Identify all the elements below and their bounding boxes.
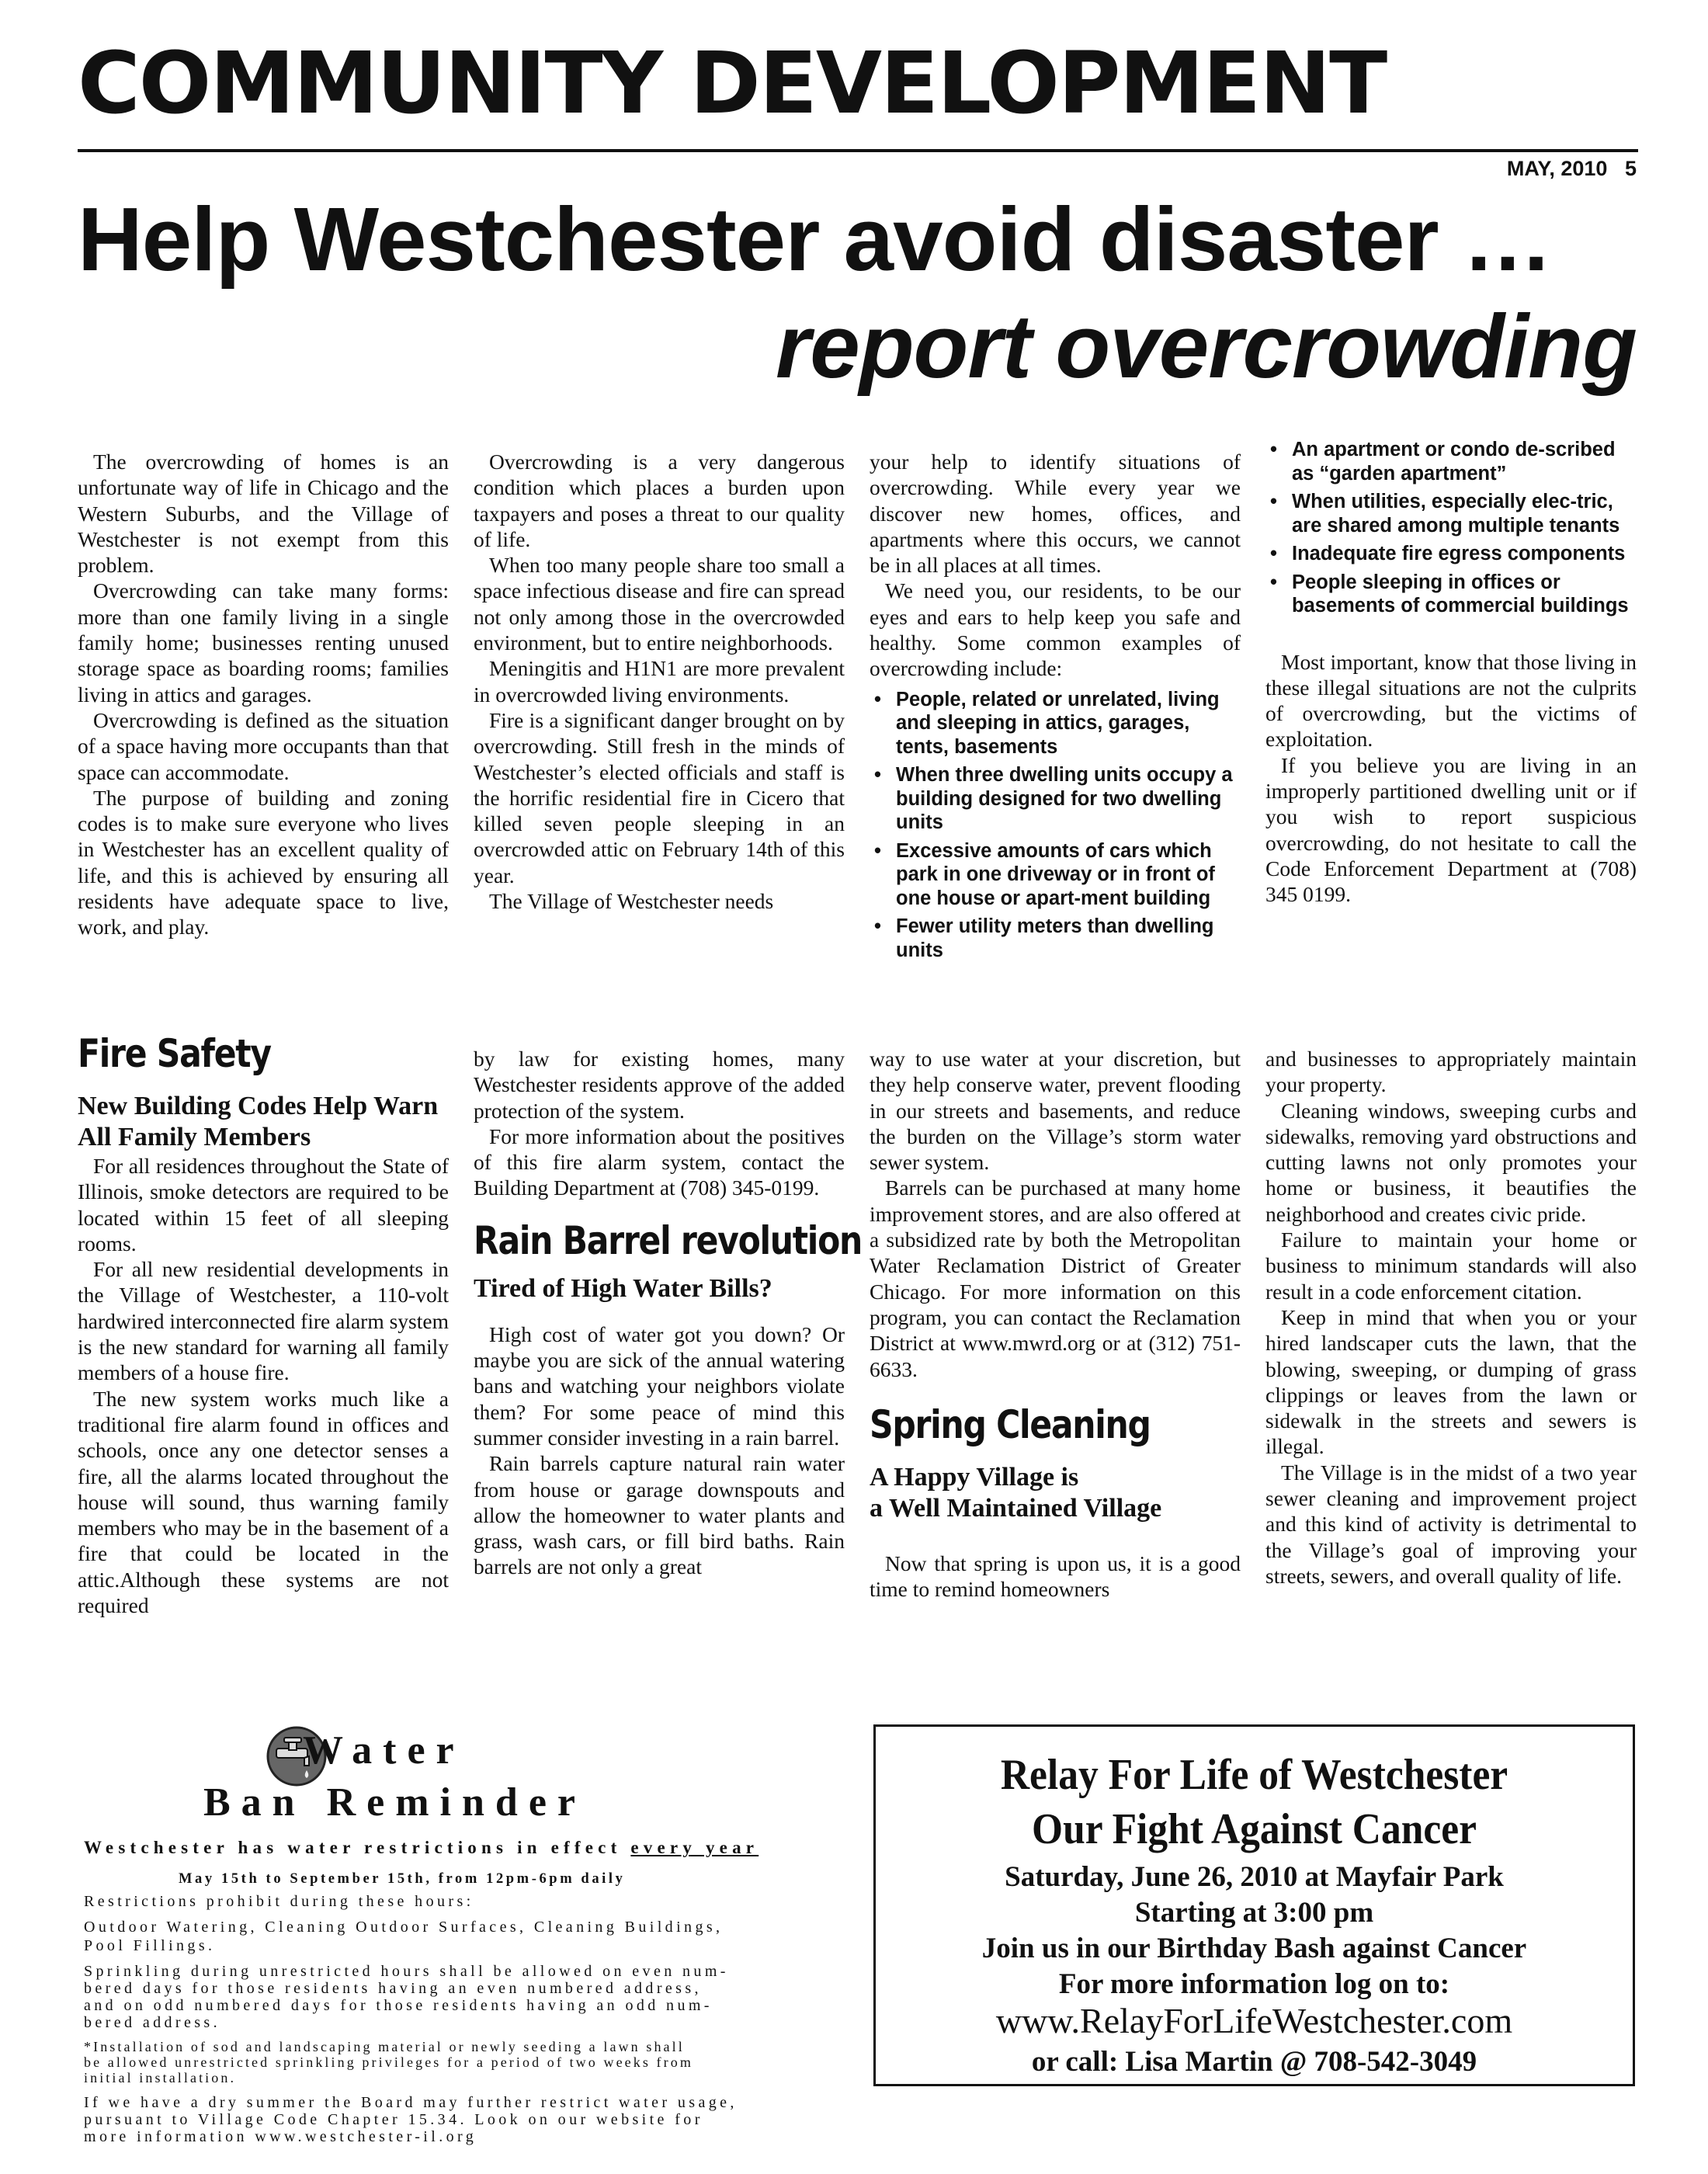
rain-spring-column-3 (870, 1046, 1241, 1602)
paragraph: For all residences throughout the State of Illinois, smoke detectors are required to be located within 15 feet of all sleeping rooms. (78, 1154, 449, 1255)
paragraph: Fire is a significant danger brought on by overcrowding. Still fresh in the minds of Westchester’s elected officials and staff is the horrific residential fire in Cicero that killed seven people sleeping in an overcrowded attic on February 14th of this year. (474, 707, 845, 887)
paragraph: When too many people share too small a space infectious disease and fire can spread not only among those in the overcrowded environment, but to entire neighborhoods. (474, 553, 845, 655)
paragraph: The overcrowding of homes is an unfortunate way of life in Chicago and the Western Suburbs, and the Village of Westchester is not exempt from this problem. (78, 450, 449, 578)
paragraph: way to use water at your discretion, but they help conserve water, prevent flooding in our streets and basements, and reduce the burden on the Village’s storm water sewer system. (870, 1047, 1241, 1175)
list-item: • An apartment or condo de-scribed as “garden apartment” (1270, 439, 1616, 484)
water-ban-dry-3: more information www.westchester-il.org (84, 2128, 477, 2145)
water-ban-title-1: Water (303, 1728, 465, 1773)
overcrowding-examples-list-cont (1265, 438, 1637, 618)
relay-bash: Join us in our Birthday Bash against Cancer (981, 1933, 1527, 1964)
list-item: • Excessive amounts of cars which park in one driveway or in front of one house or apart-ment building (874, 839, 1215, 909)
water-ban-line: Westchester has water restrictions in effect every year (84, 1838, 759, 1857)
paragraph: We need you, our residents, to be our eyes and ears to help keep you safe and healthy. Some common examples of overcrowding include: (870, 578, 1241, 681)
water-ban-sod-1: *Installation of sod and landscaping material or newly seeding a lawn shall (84, 2039, 685, 2054)
paragraph: Rain barrels capture natural rain water from house or garage downspouts and allow the homeowner to water plants and grass, wash cars, or fill bird baths. Rain barrels are not only a great (474, 1451, 845, 1579)
water-ban-restrictions-heading: Restrictions prohibit during these hours: (84, 1893, 474, 1910)
relay-for-life-ad (873, 1724, 1635, 2086)
relay-subtitle: Our Fight Against Cancer (1032, 1805, 1477, 1853)
paragraph: Meningitis and H1N1 are more prevalent in overcrowded living environments. (474, 656, 845, 707)
relay-url[interactable]: www.RelayForLifeWestchester.com (995, 2001, 1513, 2040)
paragraph: Failure to maintain your home or business to minimum standards will also result in a code enforcement citation. (1265, 1228, 1637, 1304)
paragraph: For more information about the positives of this fire alarm system, contact the Building Department at (708) 345-0199. (474, 1123, 845, 1200)
water-ban-dry-2: pursuant to Village Code Chapter 15.34. Look on our website for (84, 2111, 703, 2128)
list-item: • When utilities, especially elec-tric, are shared among multiple tenants (1270, 491, 1620, 537)
water-ban-sprinkling-3: and on odd numbered days for those residents having an odd num- (84, 1997, 713, 2014)
spring-cleaning-subheading-1: A Happy Village is (870, 1462, 1079, 1492)
fire-safety-subheading: New Building Codes Help Warn All Family Members (78, 1092, 439, 1151)
paragraph: Now that spring is upon us, it is a good time to remind homeowners (870, 1551, 1241, 1602)
paragraph: Overcrowding can take many forms: more than one family living in a single family home; businesses renting unused storage space as boarding rooms; families living in attics and garages. (78, 578, 449, 707)
issue-date: MAY, 2010 (1506, 157, 1608, 180)
paragraph: The purpose of building and zoning codes is to make sure everyone who lives in Westchester has an excellent quality of life, and this is achieved by ensuring all residents have adequate space to live, work, and play. (78, 785, 449, 939)
paragraph: by law for existing homes, many Westchester residents approve of the added protection of the system. (474, 1047, 845, 1123)
paragraph: High cost of water got you down? Or maybe you are sick of the annual watering bans and watching your neighbors violate them? For some peace of mind this summer consider investing in a rain barrel. (474, 1321, 845, 1450)
water-ban-restrictions-2: Pool Fillings. (84, 1937, 216, 1954)
water-ban-sprinkling-2: bered days for those residents having an even numbered address, (84, 1980, 702, 1997)
water-ban-sprinkling-4: bered address. (84, 2014, 220, 2031)
water-ban-dry-1: If we have a dry summer the Board may further restrict water usage, (84, 2094, 738, 2111)
spring-cleaning-heading: Spring Cleaning (870, 1401, 1151, 1447)
masthead-rule (78, 149, 1638, 152)
paragraph: For all new residential developments in the Village of Westchester, a 110-volt hardwired interconnected fire alarm system is the new standard for warning all family members of a house fire. (78, 1257, 449, 1385)
paragraph: Overcrowding is a very dangerous condition which places a burden upon taxpayers and poses a threat to our quality of life. (474, 450, 845, 551)
paragraph: Most important, know that those living in these illegal situations are not the culprits of overcrowding, but the victims of exploitation. (1265, 649, 1637, 752)
overcrowding-examples-list (870, 688, 1241, 963)
water-ban-dates: May 15th to September 15th, from 12pm-6pm daily (179, 1871, 626, 1887)
spring-cleaning-column-4 (1265, 1046, 1637, 1589)
list-item: • People sleeping in offices or basements of commercial buildings (1270, 571, 1629, 616)
paragraph: Keep in mind that when you or your hired landscaper cuts the lawn, that the blowing, sweeping, or dumping of grass clippings or leaves from the lawn or sidewalk in the streets and sewers is illegal. (1265, 1304, 1637, 1459)
water-ban-restrictions-1: Outdoor Watering, Cleaning Outdoor Surfaces, Cleaning Buildings, (84, 1919, 724, 1936)
section-title: COMMUNITY DEVELOPMENT (78, 33, 1387, 133)
relay-time: Starting at 3:00 pm (1134, 1897, 1374, 1929)
overcrowding-column-2 (474, 449, 845, 914)
list-item: • People, related or unrelated, living and sleeping in attics, garages, tents, basements (874, 688, 1220, 758)
water-ban-title-2: Ban Reminder (203, 1780, 586, 1825)
water-ban-sod-3: initial installation. (84, 2070, 237, 2085)
paragraph: The Village is in the midst of a two year sewer cleaning and improvement project and this kind of activity is detrimental to the Village’s goal of improving your streets, sewers, and overall quality of life. (1265, 1460, 1637, 1588)
relay-contact: or call: Lisa Martin @ 708-542-3049 (1031, 2046, 1477, 2078)
overcrowding-column-1 (78, 449, 449, 940)
rain-barrel-subheading: Tired of High Water Bills? (474, 1273, 772, 1303)
paragraph: The new system works much like a traditional fire alarm found in offices and schools, once any one detector senses a fire, all the alarms located throughout the house will sound, thus warning family members who may be in the basement of a fire that could be located in the attic.Although these systems are not required (78, 1386, 449, 1618)
relay-title: Relay For Life of Westchester (1000, 1751, 1508, 1799)
paragraph: If you believe you are living in an improperly partitioned dwelling unit or if you wish to report suspicious overcrowding, do not hesitate to call the Code Enforcement Department at (708) 345 0199. (1265, 752, 1637, 907)
overcrowding-column-4 (1265, 438, 1637, 907)
headline-line-1: Help Westchester avoid disaster … (78, 189, 1552, 290)
water-ban-sprinkling-1: Sprinkling during unrestricted hours shall be allowed on even num- (84, 1963, 729, 1980)
page-number: 5 (1624, 157, 1637, 180)
dateline (1507, 157, 1637, 181)
water-ban-sod-2: be allowed unrestricted sprinkling privileges for a period of two weeks from (84, 2054, 693, 2070)
overcrowding-column-3 (870, 449, 1241, 967)
paragraph: Barrels can be purchased at many home improvement stores, and are also offered at a subsidized rate by both the Metropolitan Water Reclamation District of Greater Chicago. For more information on this program, you can contact the Reclamation District at www.mwrd.org or at (312) 751-6633. (870, 1176, 1241, 1381)
fire-safety-column-1 (78, 1033, 449, 1618)
list-item: • Inadequate fire egress components (1270, 543, 1626, 564)
list-item: • When three dwelling units occupy a building designed for two dwelling units (874, 764, 1233, 834)
paragraph: and businesses to appropriately maintain your property. (1265, 1047, 1637, 1097)
list-item: • Fewer utility meters than dwelling units (874, 915, 1214, 961)
rain-barrel-heading: Rain Barrel revolution (474, 1217, 863, 1263)
paragraph: Overcrowding is defined as the situation of a space having more occupants than that space can accommodate. (78, 707, 449, 784)
paragraph: your help to identify situations of overcrowding. While every year we discover new homes, offices, and apartments where this occurs, we cannot be in all places at all times. (870, 450, 1241, 578)
headline-line-2: report overcrowding (776, 296, 1637, 397)
fire-rain-column-2 (474, 1046, 863, 1580)
paragraph: The Village of Westchester needs (489, 889, 774, 914)
relay-date: Saturday, June 26, 2010 at Mayfair Park (1005, 1861, 1504, 1893)
fire-safety-heading: Fire Safety (78, 1031, 271, 1076)
paragraph: Cleaning windows, sweeping curbs and sidewalks, removing yard obstructions and cutting lawns not only promotes your home or business, it beautifies the neighborhood and creates civic pride. (1265, 1098, 1637, 1226)
relay-more-info: For more information log on to: (1058, 1968, 1450, 2000)
spring-cleaning-subheading-2: a Well Maintained Village (870, 1493, 1162, 1523)
